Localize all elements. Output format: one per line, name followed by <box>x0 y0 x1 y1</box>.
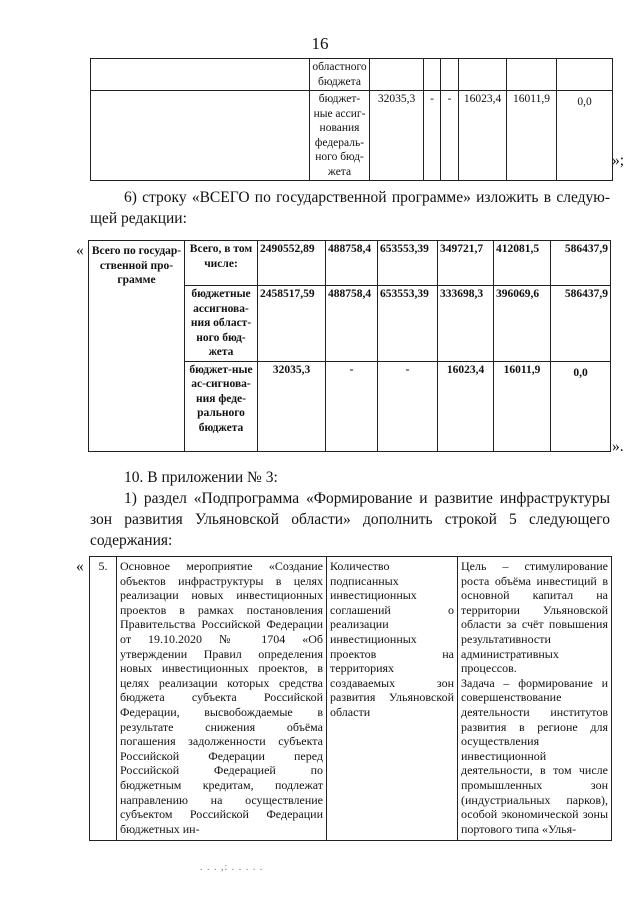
page-number: 16 <box>311 34 329 53</box>
cell-goals <box>458 557 612 841</box>
footer-marks: . . . ,: . . . . . <box>200 862 264 873</box>
cell-value: - <box>424 91 441 181</box>
cell-value: 412081,5 <box>494 241 551 286</box>
para-10-line4: содержания: <box>90 532 173 549</box>
table-total <box>88 240 611 452</box>
para-6-line1: 6) строку «ВСЕГО по государственной программе» изложить в следую- <box>124 189 610 206</box>
table-row <box>89 241 611 286</box>
cell-title: Всего по государ-ственной про-грамме <box>89 241 185 452</box>
cell-value: 0,0 <box>551 361 611 451</box>
table-row <box>90 557 612 841</box>
cell-value: - <box>326 361 378 451</box>
cell-label: бюджет-ные ас-сигнова-ния феде-рального бюджета <box>185 361 258 451</box>
table-row <box>91 59 613 91</box>
cell-value: 32035,3 <box>370 91 424 181</box>
cell-value: 333698,3 <box>438 286 494 362</box>
para-6-line2: щей редакции: <box>90 210 187 227</box>
cell-value: 586437,9 <box>551 286 611 362</box>
cell-label: бюджет-ные ассиг-нования федераль-ного бюд-жета <box>310 91 370 181</box>
cell-value: - <box>441 91 459 181</box>
cell-activity: Основное мероприятие «Создание объектов инфраструктуры в целях реализации новых инвестиционных проектов в рамках постановления Правительства Российской Федерации от 19.10.2020 № 1704 «Об утверждении Правил определения новых инвестиционных проектов, в целях реализации которых средства бюджета субъекта Российской Федерации, высвобождаемые в результате снижения объёма погашения задолженности субъекта Российской Федерации перед Российской Федерацией по бюджетным кредитам, подлежат направлению на осуществление субъектом Российской Федерации бюджетных ин- <box>117 557 327 841</box>
cell-value: 2490552,89 <box>258 241 326 286</box>
table-continuation <box>90 58 613 181</box>
cell-value: 16023,4 <box>459 91 507 181</box>
cell-value: 349721,7 <box>438 241 494 286</box>
open-mark: « <box>76 558 84 575</box>
cell-value: 653553,39 <box>378 286 438 362</box>
cell-label: областного бюджета <box>310 59 370 91</box>
cell-value: 488758,4 <box>326 241 378 286</box>
cell-value: 32035,3 <box>258 361 326 451</box>
cell-value: 16011,9 <box>494 361 551 451</box>
cell-value: - <box>378 361 438 451</box>
cell-value: 653553,39 <box>378 241 438 286</box>
cell-value: 396069,6 <box>494 286 551 362</box>
cell-value: 16011,9 <box>507 91 557 181</box>
table-appendix <box>89 556 612 841</box>
goal-text: Цель – стимулирование роста объёма инвестиций в основной капитал на территории Ульяновской области за счёт повышения результативности административных процессов. <box>461 559 608 676</box>
cell-label: Всего, в том числе: <box>185 241 258 286</box>
cell-value: 488758,4 <box>326 286 378 362</box>
cell-label: бюджетные ассигнова-ния област-ного бюд-жета <box>185 286 258 362</box>
para-10-line2: 1) раздел «Подпрограмма «Формирование и развитие инфраструктуры <box>124 490 610 507</box>
para-10-line1: 10. В приложении № 3: <box>124 469 278 486</box>
close-mark: ». <box>612 438 624 455</box>
row-number: 5. <box>90 557 117 841</box>
cell-indicator: Количество подписанных инвестиционных соглашений о реализации инвестиционных проектов на территориях создаваемых зон развития Ульяновской области <box>327 557 458 841</box>
cell-value: 586437,9 <box>551 241 611 286</box>
cell-value: 0,0 <box>557 91 613 181</box>
cell-value: 16023,4 <box>438 361 494 451</box>
para-10-line3: зон развития Ульяновской области» дополнить строкой 5 следующего <box>90 511 610 528</box>
task-text: Задача – формирование и совершенствование деятельности институтов развития в регионе для осуществления инвестиционной деятельности, в том числе промышленных зон (индустриальных парков), особой экономической зоны портового типа «Улья- <box>461 675 608 836</box>
cell-value: 2458517,59 <box>258 286 326 362</box>
open-mark: « <box>76 242 84 259</box>
table-row <box>91 91 613 181</box>
close-mark: »; <box>612 152 625 169</box>
